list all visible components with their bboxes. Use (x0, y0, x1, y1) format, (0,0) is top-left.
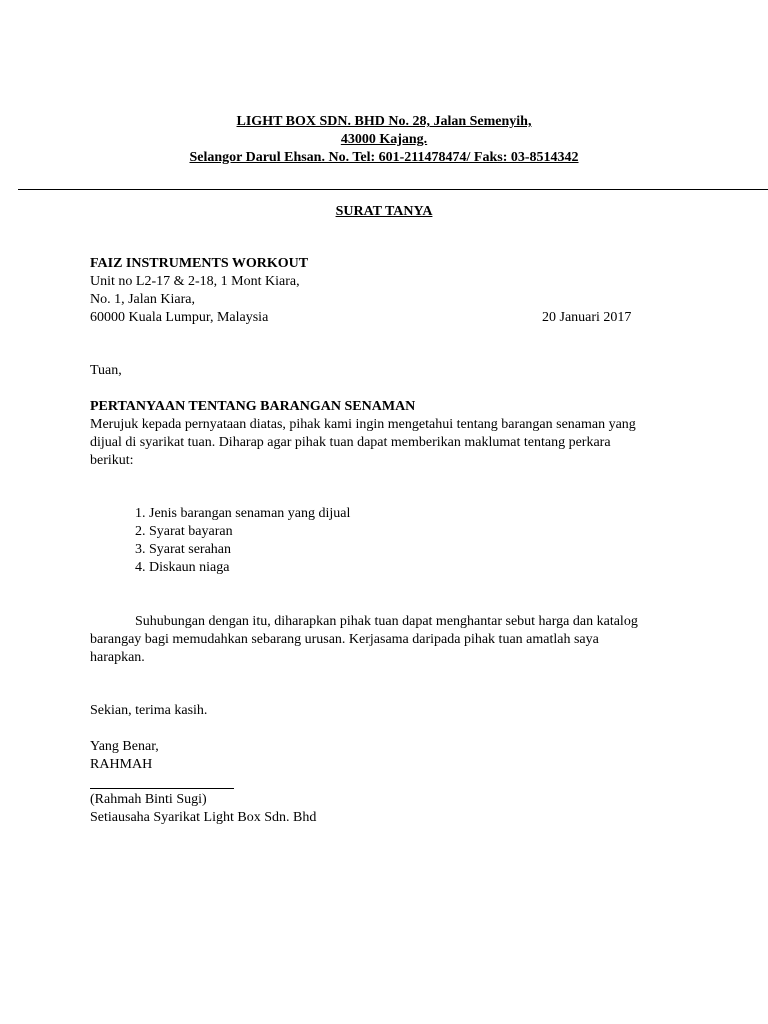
letterhead-line-2: 43000 Kajang. (340, 132, 428, 147)
signature-line (90, 788, 234, 789)
intro-line-3: berikut: (90, 453, 134, 468)
letterhead-line-1: LIGHT BOX SDN. BHD No. 28, Jalan Semenyih, (236, 114, 532, 129)
signer-full-name: (Rahmah Binti Sugi) (90, 792, 207, 807)
signer-title: Setiausaha Syarikat Light Box Sdn. Bhd (90, 810, 317, 825)
list-item: 2. Syarat bayaran (135, 524, 233, 539)
intro-line-1: Merujuk kepada pernyataan diatas, pihak kami ingin mengetahui tentang barangan senaman yang (90, 417, 636, 432)
list-item: 3. Syarat serahan (135, 542, 232, 557)
recipient-address-2: No. 1, Jalan Kiara, (90, 292, 195, 307)
list-item: 1. Jenis barangan senaman yang dijual (135, 506, 351, 521)
closing-line-3: harapkan. (90, 650, 145, 665)
letter-title: SURAT TANYA (335, 204, 433, 219)
subject-line: PERTANYAAN TENTANG BARANGAN SENAMAN (90, 399, 416, 414)
closing-line-1: Suhubungan dengan itu, diharapkan pihak tuan dapat menghantar sebut harga dan katalog (135, 614, 638, 629)
recipient-name: FAIZ INSTRUMENTS WORKOUT (90, 256, 309, 271)
letter-date: 20 Januari 2017 (542, 310, 632, 325)
intro-line-2: dijual di syarikat tuan. Diharap agar pihak tuan dapat memberikan maklumat tentang perkara (90, 435, 611, 450)
closing-line-2: barangay bagi memudahkan sebarang urusan. Kerjasama daripada pihak tuan amatlah saya (90, 632, 599, 647)
thanks-line: Sekian, terima kasih. (90, 703, 208, 718)
recipient-address-1: Unit no L2-17 & 2-18, 1 Mont Kiara, (90, 274, 300, 289)
salutation: Tuan, (90, 363, 122, 378)
recipient-address-3: 60000 Kuala Lumpur, Malaysia (90, 310, 269, 325)
list-item: 4. Diskaun niaga (135, 560, 230, 575)
letterhead-line-3: Selangor Darul Ehsan. No. Tel: 601-211478474/ Faks: 03-8514342 (189, 150, 579, 165)
letterhead-divider (18, 189, 768, 190)
sign-off: Yang Benar, (90, 739, 159, 754)
signer-short-name: RAHMAH (90, 757, 153, 772)
